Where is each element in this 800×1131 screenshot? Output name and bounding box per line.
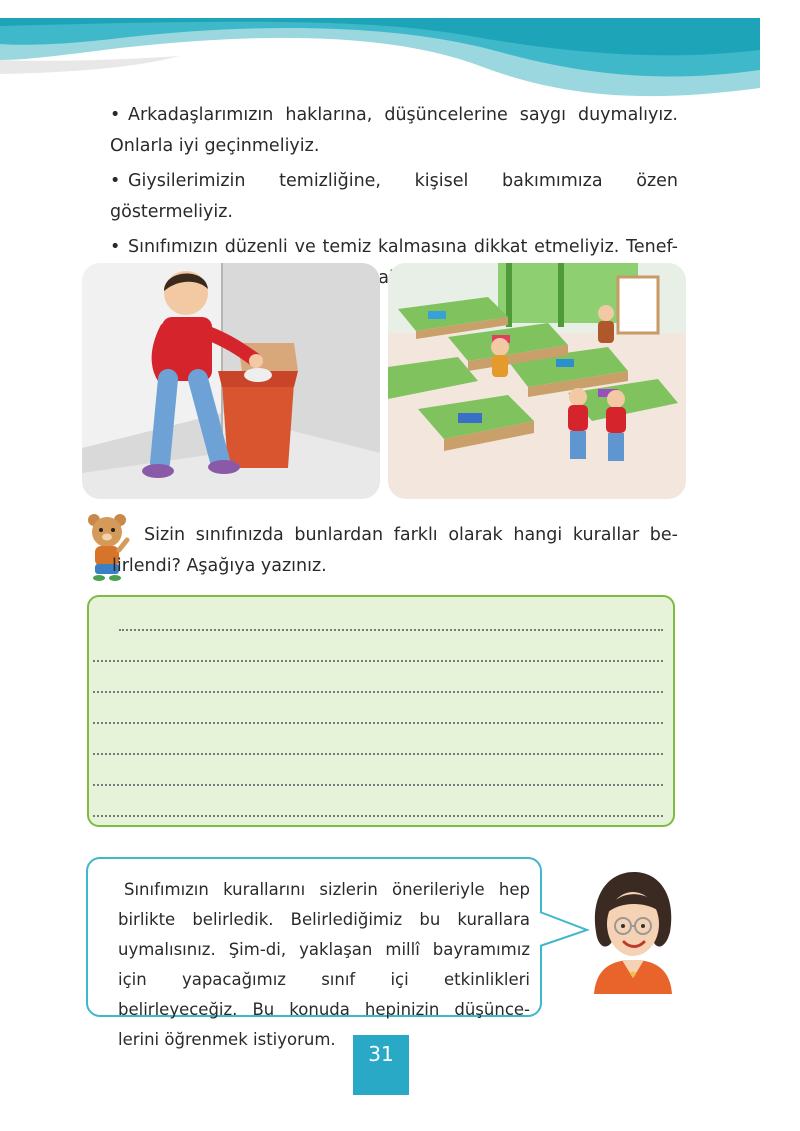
- writing-line-2: [93, 660, 663, 662]
- illustration-boy-trash-bin: [82, 263, 380, 499]
- writing-line-7: [93, 815, 663, 817]
- illustration-classroom: [388, 263, 686, 499]
- answer-writing-box[interactable]: [87, 595, 675, 827]
- question-text: Sizin sınıfınızda bunlardan farklı olarak hangi kurallar be-lirlendi? Aşağıya yazınız.: [112, 525, 678, 576]
- rule-3: • Sınıfımızın düzenli ve temiz kalmasına dikkat etmeliyiz. Tenef-: [86, 232, 678, 294]
- rule-2: • Giysilerimizin temizliğine, kişisel bakımımıza özen göstermeliyiz.: [86, 166, 678, 228]
- speech-bubble-tail: [539, 908, 591, 950]
- rule-1: • Arkadaşlarımızın haklarına, düşüncelerine saygı duymalıyız. Onlarla iyi geçinmeliyiz.: [86, 100, 678, 162]
- writing-line-1: [119, 629, 663, 631]
- page-number: 31: [368, 1042, 394, 1066]
- teacher-speech-bubble: [86, 857, 542, 1049]
- bullet-icon: •: [110, 105, 121, 125]
- header-wave-banner: [0, 0, 800, 110]
- writing-line-4: [93, 722, 663, 724]
- bullet-icon: •: [110, 237, 121, 257]
- writing-line-3: [93, 691, 663, 693]
- writing-line-5: [93, 753, 663, 755]
- page-number-badge: [353, 1035, 409, 1095]
- answer-area: [82, 590, 686, 836]
- writing-line-6: [93, 784, 663, 786]
- bullet-icon: •: [110, 171, 121, 191]
- teacher-speech-text: Sınıfımızın kurallarını sizlerin önerileriyle hep birlikte belirledik. Belirlediğimiz bu kurallara uymalısınız. Şim-di, yaklaşan millî bayramımız için yapacağımız sınıf içi etkinlikleri belirleyeceğiz. Bu konuda hepinizin düşünce-lerini öğrenmek istiyorum.: [118, 880, 530, 1049]
- teacher-avatar-icon: [586, 868, 678, 994]
